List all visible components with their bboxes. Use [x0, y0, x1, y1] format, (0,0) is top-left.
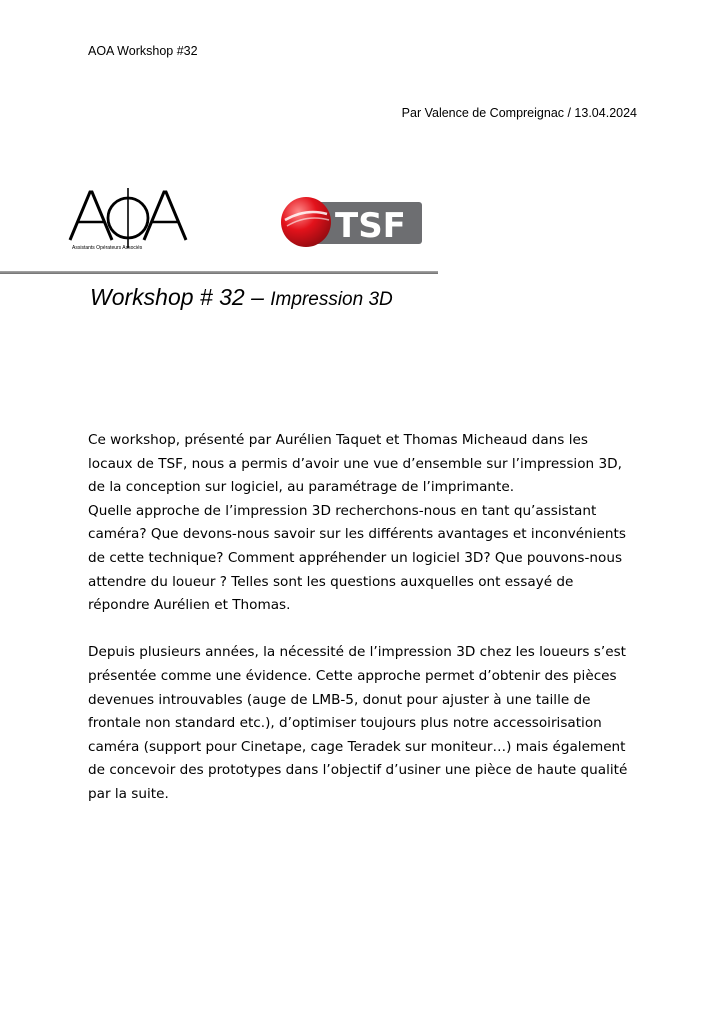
paragraph-line: présentée comme une évidence. Cette approche permet d’obtenir des pièces	[88, 667, 617, 684]
paragraph-line: Quelle approche de l’impression 3D recherchons-nous en tant qu’assistant	[88, 502, 597, 519]
body-text	[88, 429, 648, 807]
paragraph-line: de concevoir des prototypes dans l’objectif d’usiner une pièce de haute qualité	[88, 762, 628, 779]
title-sub: Impression 3D	[270, 289, 393, 310]
horizontal-rule	[0, 271, 438, 274]
paragraph-line: frontale non standard etc.), d’optimiser toujours plus notre accessoirisation	[88, 715, 602, 732]
aoa-logo	[66, 184, 191, 250]
paragraph-line: attendre du loueur ? Telles sont les questions auxquelles ont essayé de	[88, 573, 574, 590]
title-main: Workshop # 32 –	[90, 284, 271, 310]
tsf-logo-text: TSF	[335, 206, 406, 246]
paragraph-context	[88, 641, 648, 806]
paragraph-line: de la conception sur logiciel, au paramétrage de l’imprimante.	[88, 479, 515, 496]
paragraph-line: par la suite.	[88, 785, 169, 802]
paragraph-line: devenues introuvables (auge de LMB-5, donut pour ajuster à une taille de	[88, 691, 591, 708]
header-author-date: Par Valence de Compreignac / 13.04.2024	[401, 106, 637, 120]
paragraph-line: Depuis plusieurs années, la nécessité de l’impression 3D chez les loueurs s’est	[88, 644, 626, 661]
paragraph-line: Ce workshop, présenté par Aurélien Taquet et Thomas Micheaud dans les	[88, 432, 588, 448]
document-title	[90, 284, 393, 311]
paragraph-line: répondre Aurélien et Thomas.	[88, 597, 291, 614]
tsf-logo	[279, 194, 424, 250]
paragraph-line: de cette technique? Comment appréhender un logiciel 3D? Que pouvons-nous	[88, 549, 623, 566]
header-workshop-label: AOA Workshop #32	[88, 44, 198, 58]
paragraph-line: caméra (support pour Cinetape, cage Teradek sur moniteur…) mais également	[88, 738, 626, 755]
aoa-tagline: Assistants Opérateurs Associés	[72, 245, 143, 250]
paragraph-line: locaux de TSF, nous a permis d’avoir une vue d’ensemble sur l’impression 3D,	[88, 455, 622, 472]
logos-row	[0, 178, 725, 268]
paragraph-intro	[88, 429, 648, 618]
paragraph-line: caméra? Que devons-nous savoir sur les différents avantages et inconvénients	[88, 526, 626, 543]
